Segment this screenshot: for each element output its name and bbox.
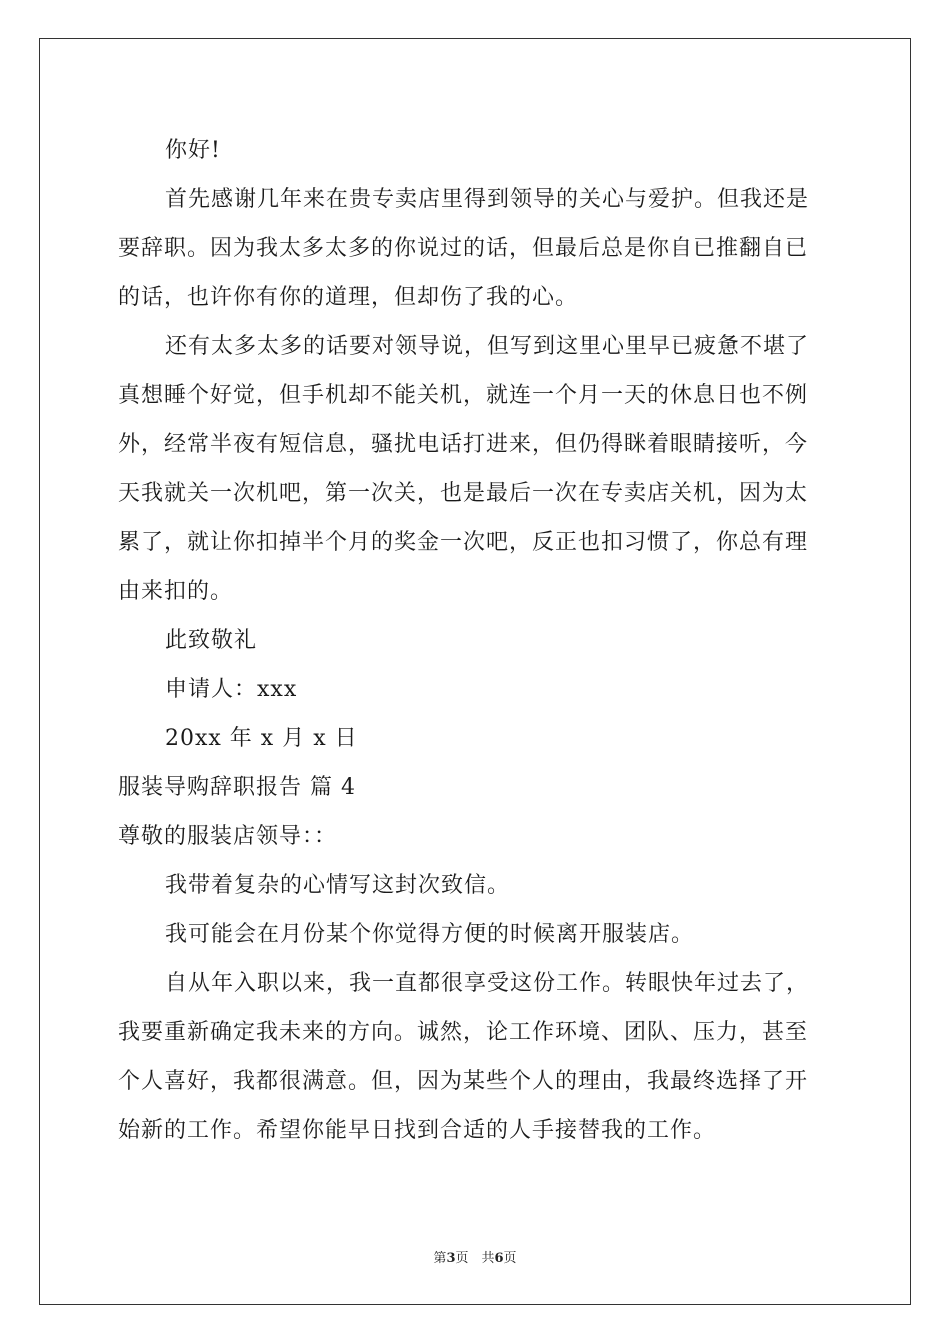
text-line: 自从年入职以来，我一直都很享受这份工作。转眼快年过去了， [165, 971, 810, 996]
applicant-line: 申请人：xxx [165, 677, 298, 702]
page-prefix: 第 [433, 1251, 447, 1266]
text-line: 我可能会在月份某个你觉得方便的时候离开服装店。 [165, 922, 695, 947]
section-heading: 服装导购辞职报告 篇 4 [118, 775, 356, 800]
text-line: 累了，就让你扣掉半个月的奖金一次吧，反正也扣习惯了，你总有理 [118, 530, 809, 555]
text-line: 还有太多太多的话要对领导说，但写到这里心里早已疲惫不堪了 [165, 334, 810, 359]
date-line: 20xx 年 x 月 x 日 [165, 726, 358, 751]
text-line: 真想睡个好觉，但手机却不能关机，就连一个月一天的休息日也不例 [118, 383, 809, 408]
text-line: 要辞职。因为我太多太多的你说过的话，但最后总是你自已推翻自已 [118, 236, 809, 261]
text-line: 我带着复杂的心情写这封次致信。 [165, 873, 511, 898]
page-total: 6 [494, 1251, 504, 1266]
page-footer [0, 1247, 950, 1266]
text-line: 始新的工作。希望你能早日找到合适的人手接替我的工作。 [118, 1118, 717, 1143]
text-line: 首先感谢几年来在贵专卖店里得到领导的关心与爱护。但我还是 [165, 187, 810, 212]
text-line: 天我就关一次机吧，第一次关，也是最后一次在专卖店关机，因为太 [118, 481, 809, 506]
page-mid: 页 共 [455, 1251, 495, 1266]
text-line: 由来扣的。 [118, 579, 234, 604]
text-line: 你好! [165, 138, 221, 163]
page-current: 3 [446, 1251, 456, 1266]
greeting-line: 尊敬的服装店领导：： [118, 824, 338, 849]
closing-salutation: 此致敬礼 [165, 628, 258, 653]
text-line: 的话，也许你有你的道理，但却伤了我的心。 [118, 285, 579, 310]
text-line: 我要重新确定我未来的方向。诚然，论工作环境、团队、压力，甚至 [118, 1020, 809, 1045]
text-line: 外，经常半夜有短信息，骚扰电话打进来，但仍得眯着眼睛接听，今 [118, 432, 809, 457]
document-body [118, 126, 838, 1155]
text-line: 个人喜好，我都很满意。但，因为某些个人的理由，我最终选择了开 [118, 1069, 809, 1094]
page-suffix: 页 [503, 1251, 517, 1266]
